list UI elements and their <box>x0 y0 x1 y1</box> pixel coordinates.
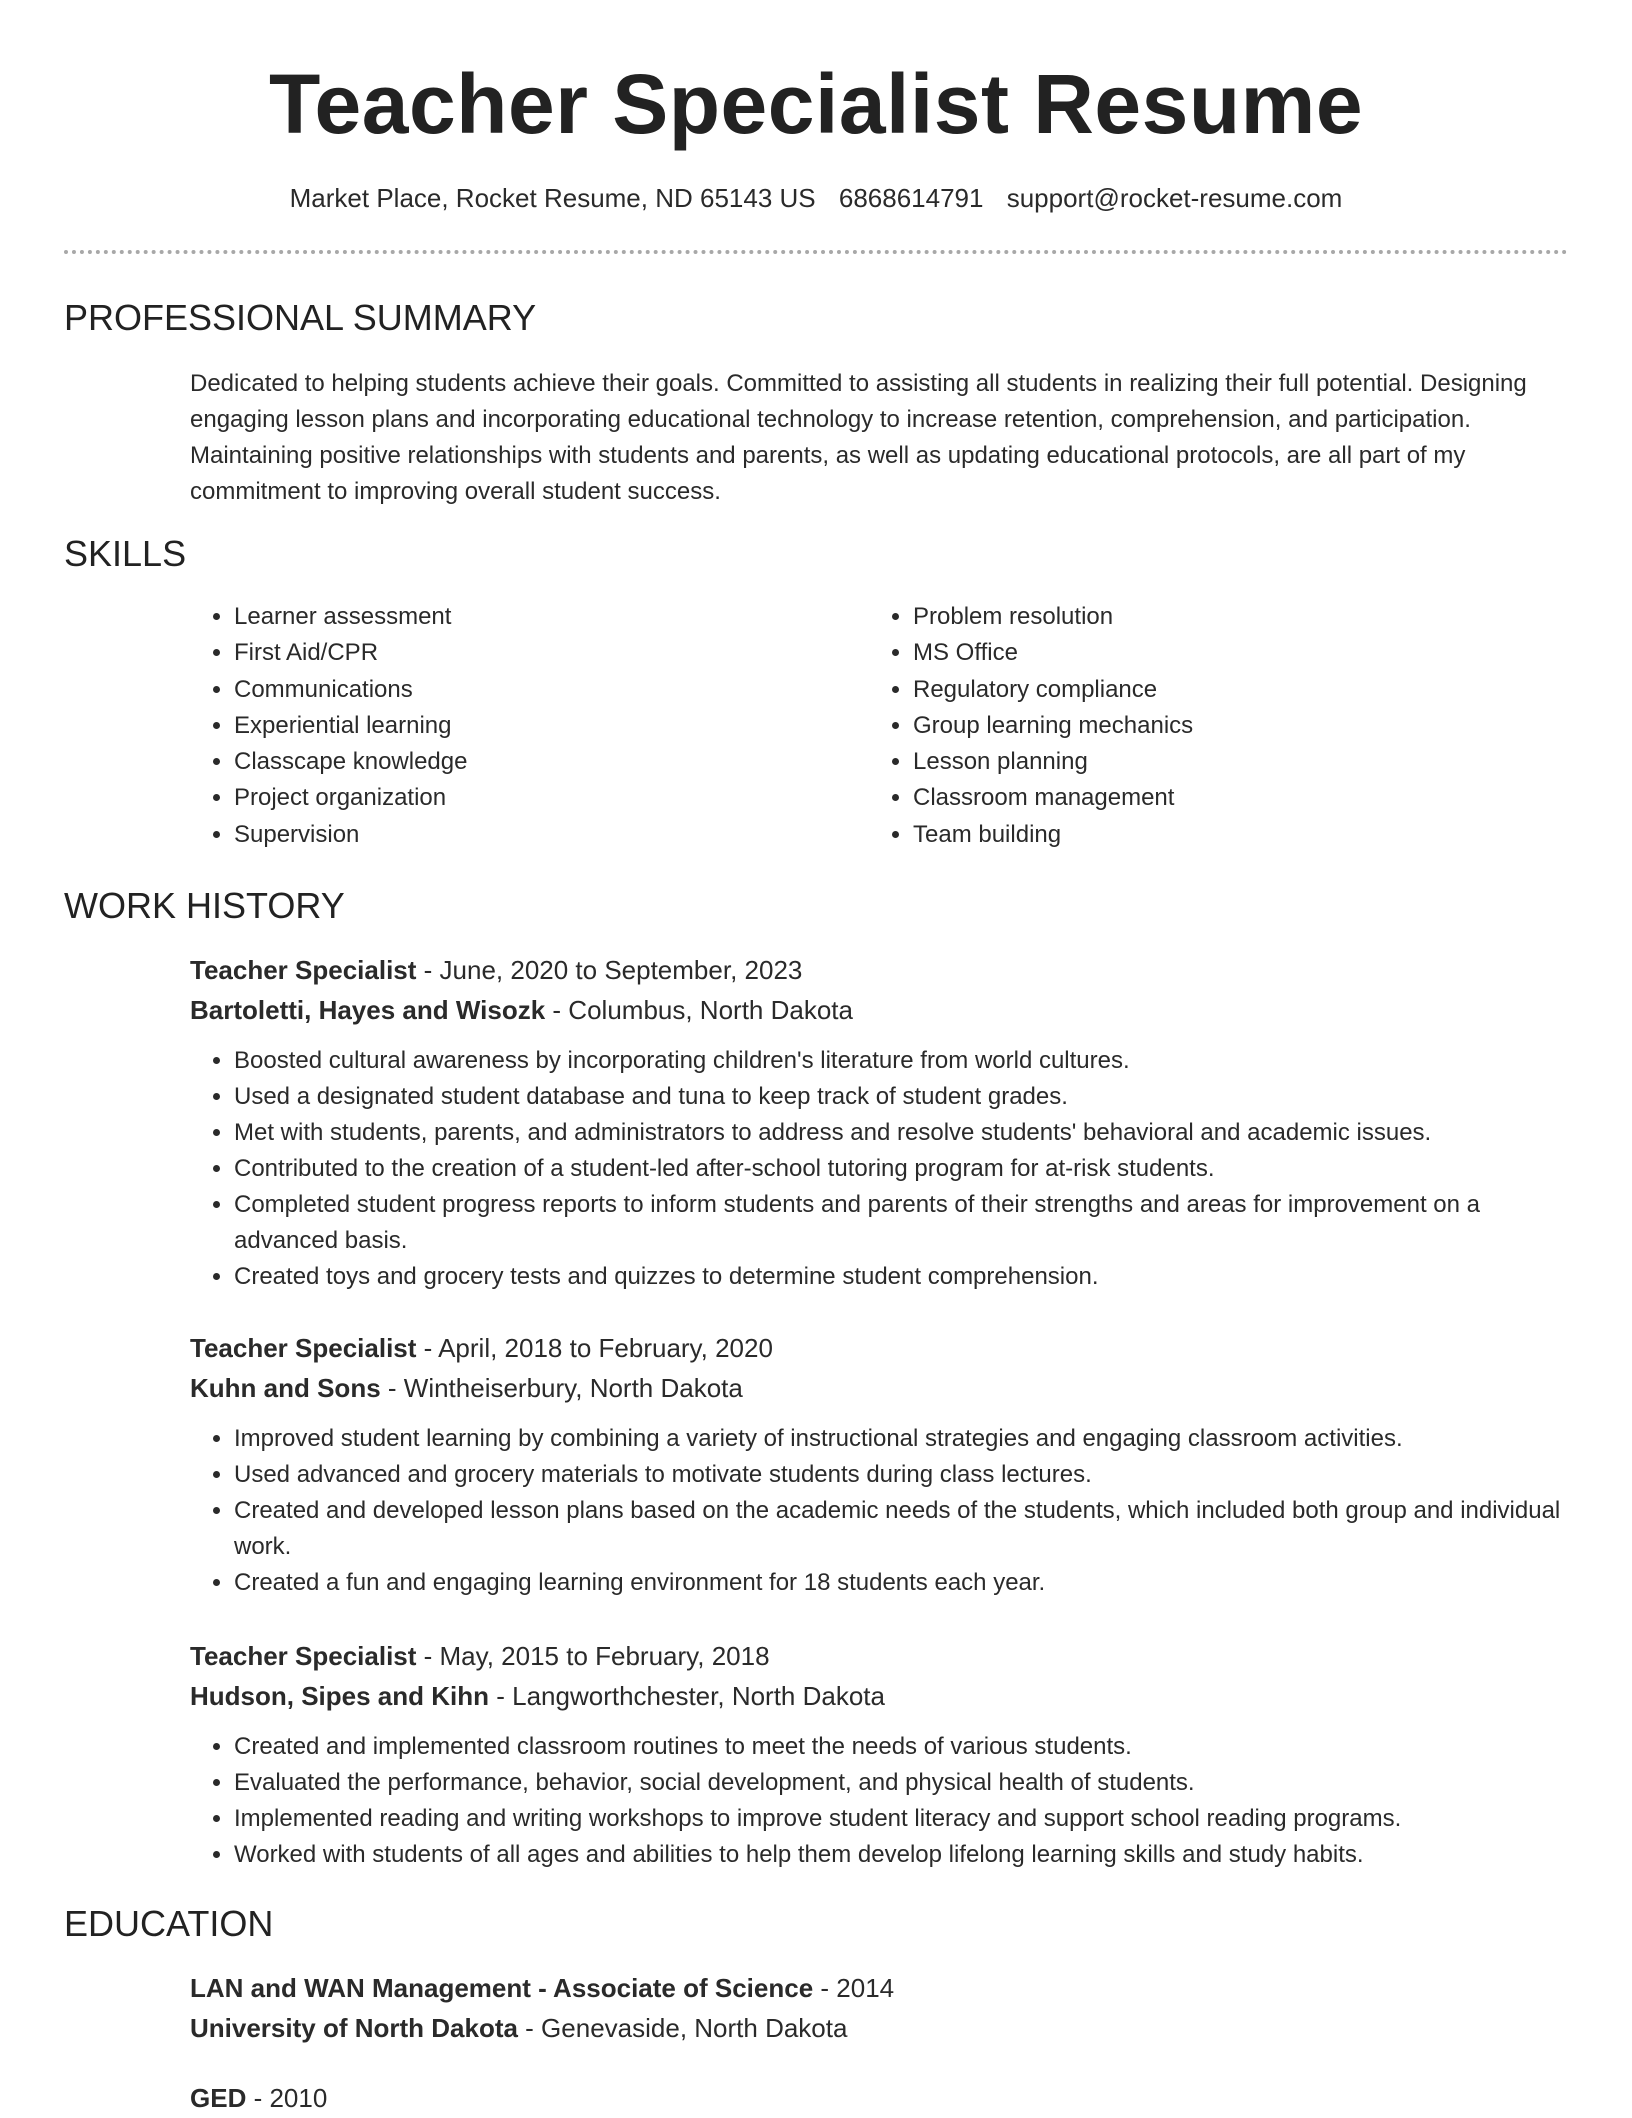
contact-address: Market Place, Rocket Resume, ND 65143 US <box>289 183 816 213</box>
job-employer-line <box>190 1368 1568 1408</box>
education-degree-line <box>190 1968 1568 2008</box>
skills-heading: SKILLS <box>64 533 187 574</box>
job-employer: Bartoletti, Hayes and Wisozk <box>190 995 546 1025</box>
job-duty-item: • Completed student progress reports to inform students and parents of their strengths and areas for improvement on a advanced basis. <box>234 1187 1588 1259</box>
job-duty-item: • Created and implemented classroom routines to meet the needs of various students. <box>234 1729 1588 1765</box>
education-entry <box>190 1968 1568 2048</box>
skill-item: • Communications <box>234 672 794 708</box>
education-degree-line <box>190 2078 1568 2118</box>
skill-item: • Classcape knowledge <box>234 744 794 780</box>
contact-phone: 6868614791 <box>838 183 984 213</box>
job-employer-line <box>190 1676 1568 1716</box>
job-role: Teacher Specialist <box>190 955 417 985</box>
skill-item: • First Aid/CPR <box>234 635 794 671</box>
education-school: University of North Dakota <box>190 2013 518 2043</box>
skill-item: • Regulatory compliance <box>913 672 1553 708</box>
summary-heading: PROFESSIONAL SUMMARY <box>64 297 537 338</box>
education-school-line <box>190 2008 1568 2048</box>
job-employer-line <box>190 990 1568 1030</box>
job-duties <box>190 1043 1588 1295</box>
job-duties <box>190 1421 1588 1601</box>
job-location: - Wintheiserbury, North Dakota <box>380 1373 743 1403</box>
job-location: - Columbus, North Dakota <box>545 995 853 1025</box>
skill-item: • Classroom management <box>913 780 1553 816</box>
job-entry <box>190 950 1568 1295</box>
education-heading: EDUCATION <box>64 1903 274 1944</box>
job-duty-item: • Boosted cultural awareness by incorporating children's literature from world cultures. <box>234 1043 1588 1079</box>
job-dates: - April, 2018 to February, 2020 <box>416 1333 773 1363</box>
resume-title: Teacher Specialist Resume <box>268 57 1364 151</box>
skill-item: • Project organization <box>234 780 794 816</box>
education-degree: LAN and WAN Management - Associate of Science <box>190 1973 814 2003</box>
job-duty-item: • Improved student learning by combining a variety of instructional strategies and engaging classroom activities. <box>234 1421 1588 1457</box>
job-duty-item: • Used a designated student database and tuna to keep track of student grades. <box>234 1079 1588 1115</box>
skill-item: • Team building <box>913 817 1553 853</box>
skill-item: • Problem resolution <box>913 599 1553 635</box>
job-duty-item: • Created toys and grocery tests and quizzes to determine student comprehension. <box>234 1259 1588 1295</box>
education-entry <box>190 2078 1568 2118</box>
skill-item: • Experiential learning <box>234 708 794 744</box>
job-title-line <box>190 1328 1568 1368</box>
job-duties <box>190 1729 1588 1873</box>
skill-item: • Group learning mechanics <box>913 708 1553 744</box>
skill-item: • MS Office <box>913 635 1553 671</box>
education-year: - 2010 <box>246 2083 328 2113</box>
work-history-heading: WORK HISTORY <box>64 885 345 926</box>
job-employer: Hudson, Sipes and Kihn <box>190 1681 490 1711</box>
skill-item: • Supervision <box>234 817 794 853</box>
header-divider <box>64 250 1568 254</box>
skills-list-left <box>190 599 794 853</box>
job-employer: Kuhn and Sons <box>190 1373 381 1403</box>
contact-email[interactable]: support@rocket-resume.com <box>1006 183 1343 213</box>
job-duty-item: • Implemented reading and writing workshops to improve student literacy and support school reading programs. <box>234 1801 1588 1837</box>
skill-item: • Learner assessment <box>234 599 794 635</box>
job-duty-item: • Contributed to the creation of a student-led after-school tutoring program for at-risk students. <box>234 1151 1588 1187</box>
job-duty-item: • Created and developed lesson plans based on the academic needs of the students, which included both group and individual work. <box>234 1493 1588 1565</box>
job-duty-item: • Created a fun and engaging learning environment for 18 students each year. <box>234 1565 1588 1601</box>
education-year: - 2014 <box>813 1973 895 2003</box>
education-location: - Genevaside, North Dakota <box>517 2013 848 2043</box>
job-title-line <box>190 950 1568 990</box>
job-role: Teacher Specialist <box>190 1641 417 1671</box>
education-degree: GED <box>190 2083 247 2113</box>
job-dates: - June, 2020 to September, 2023 <box>416 955 803 985</box>
summary-text: Dedicated to helping students achieve their goals. Committed to assisting all students in realizing their full potential. Designing engaging lesson plans and incorporating educational technology to increase retention, comprehension, and participation. Maintaining positive relationships with students and parents, as well as updating educational protocols, are all part of my commitment to improving overall student success. <box>190 370 1527 505</box>
job-location: - Langworthchester, North Dakota <box>489 1681 885 1711</box>
job-duty-item: • Met with students, parents, and administrators to address and resolve students' behavioral and academic issues. <box>234 1115 1588 1151</box>
job-entry <box>190 1636 1568 1873</box>
contact-info <box>0 180 1632 216</box>
skills-list-right <box>869 599 1553 853</box>
job-entry <box>190 1328 1568 1601</box>
job-duty-item: • Worked with students of all ages and abilities to help them develop lifelong learning skills and study habits. <box>234 1837 1588 1873</box>
job-duty-item: • Used advanced and grocery materials to motivate students during class lectures. <box>234 1457 1588 1493</box>
job-title-line <box>190 1636 1568 1676</box>
skill-item: • Lesson planning <box>913 744 1553 780</box>
job-duty-item: • Evaluated the performance, behavior, social development, and physical health of students. <box>234 1765 1588 1801</box>
job-role: Teacher Specialist <box>190 1333 417 1363</box>
job-dates: - May, 2015 to February, 2018 <box>416 1641 770 1671</box>
